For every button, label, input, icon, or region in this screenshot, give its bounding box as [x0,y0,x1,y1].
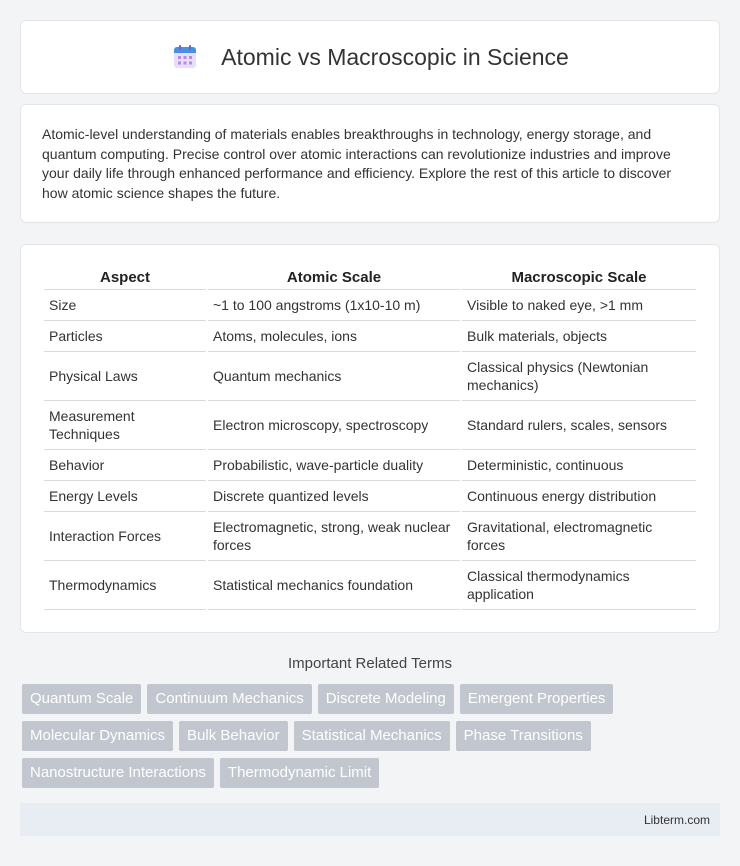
tag-continuum-mechanics[interactable]: Continuum Mechanics [147,684,311,714]
table-row [44,321,696,352]
table-cell: Measurement Techniques [44,401,206,450]
page-title: Atomic vs Macroscopic in Science [221,43,569,70]
table-row [44,352,696,401]
table-cell: Deterministic, continuous [462,450,696,481]
footer [20,803,720,836]
header-atomic-scale: Atomic Scale [208,267,460,290]
table-row [44,561,696,610]
table-cell: Probabilistic, wave-particle duality [208,450,460,481]
header-macroscopic-scale: Macroscopic Scale [462,267,696,290]
intro-text: Atomic-level understanding of materials enables breakthroughs in technology, energy storage, and quantum computing. Precise control over atomic interactions can revolutionize industries and improve your daily life through enhanced performance and efficiency. Explore the rest of this article to discover how atomic science shapes the future. [42,126,672,201]
table-header-row [44,267,696,290]
table-cell: Bulk materials, objects [462,321,696,352]
table-cell: Particles [44,321,206,352]
table-cell: Thermodynamics [44,561,206,610]
table-cell: Classical thermodynamics application [462,561,696,610]
table-cell: Gravitational, electromagnetic forces [462,512,696,561]
tag-quantum-scale[interactable]: Quantum Scale [22,684,141,714]
calendar-icon [171,43,199,71]
tag-bulk-behavior[interactable]: Bulk Behavior [179,721,288,751]
table-cell: Interaction Forces [44,512,206,561]
comparison-table-card [20,244,720,633]
table-cell: Electromagnetic, strong, weak nuclear forces [208,512,460,561]
table-cell: Behavior [44,450,206,481]
table-row [44,401,696,450]
table-cell: Classical physics (Newtonian mechanics) [462,352,696,401]
related-terms-tags [22,684,718,795]
tag-nanostructure-interactions[interactable]: Nanostructure Interactions [22,758,214,788]
table-cell: Quantum mechanics [208,352,460,401]
table-row [44,290,696,321]
footer-site-link[interactable]: Libterm.com [643,812,710,827]
table-row [44,481,696,512]
table-cell: Atoms, molecules, ions [208,321,460,352]
table-cell: Energy Levels [44,481,206,512]
comparison-table [42,267,698,610]
related-terms-title: Important Related Terms [288,655,452,672]
intro-section [20,104,720,223]
table-cell: Continuous energy distribution [462,481,696,512]
tag-phase-transitions[interactable]: Phase Transitions [456,721,591,751]
table-cell: Electron microscopy, spectroscopy [208,401,460,450]
table-cell: ~1 to 100 angstroms (1x10-10 m) [208,290,460,321]
page-header [20,20,720,94]
table-cell: Size [44,290,206,321]
table-row [44,512,696,561]
table-cell: Discrete quantized levels [208,481,460,512]
table-cell: Visible to naked eye, >1 mm [462,290,696,321]
tag-statistical-mechanics[interactable]: Statistical Mechanics [294,721,450,751]
table-row [44,450,696,481]
table-cell: Physical Laws [44,352,206,401]
tag-discrete-modeling[interactable]: Discrete Modeling [318,684,454,714]
table-cell: Standard rulers, scales, sensors [462,401,696,450]
tag-molecular-dynamics[interactable]: Molecular Dynamics [22,721,173,751]
table-cell: Statistical mechanics foundation [208,561,460,610]
tag-thermodynamic-limit[interactable]: Thermodynamic Limit [220,758,379,788]
header-aspect: Aspect [44,267,206,290]
tag-emergent-properties[interactable]: Emergent Properties [460,684,614,714]
